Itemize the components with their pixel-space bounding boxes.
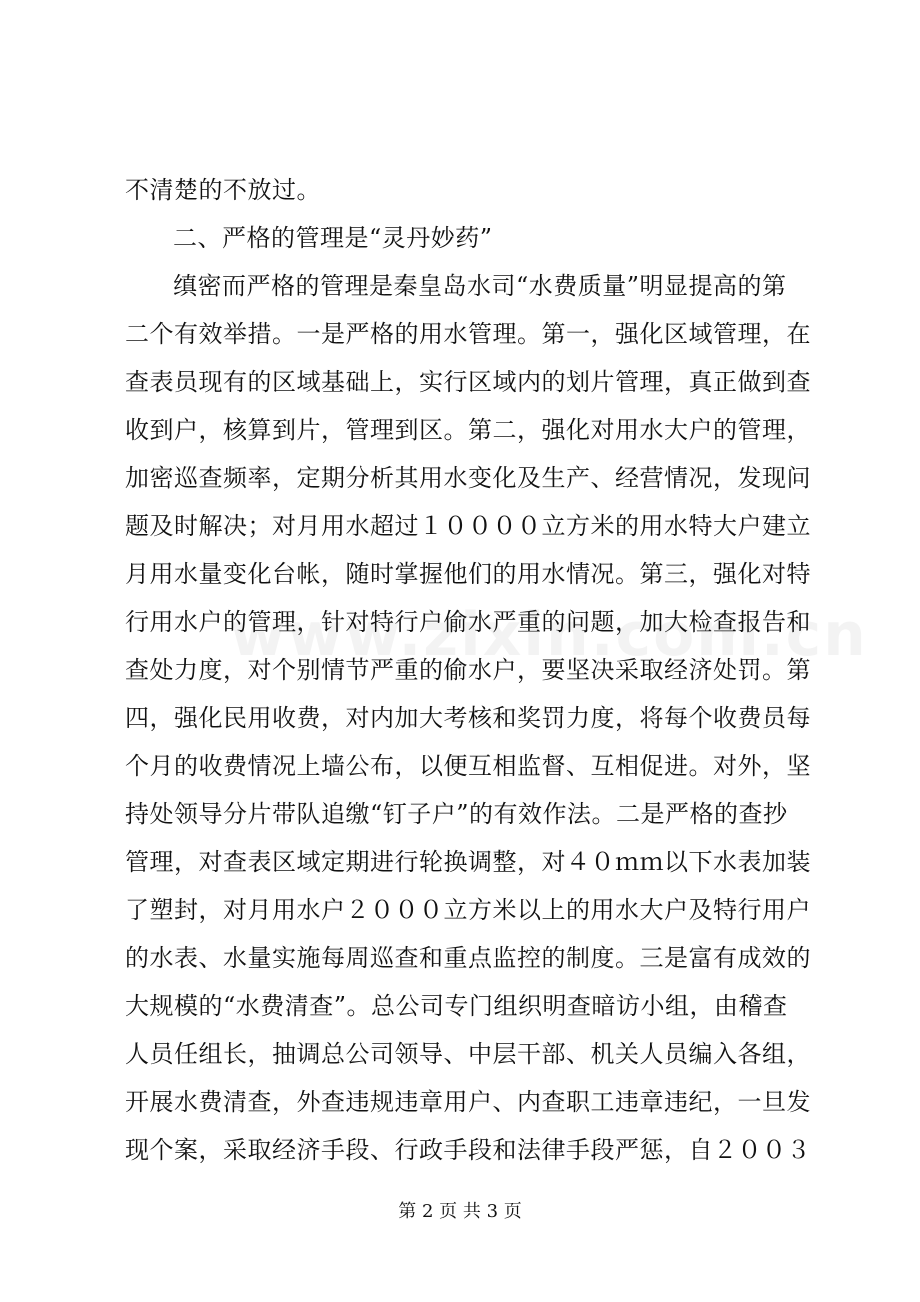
text-line: 开展水费清查，外查违规违章用户、内查职工违章违纪，一旦发 (125, 1088, 811, 1116)
text-line: 现个案，采取经济手段、行政手段和法律手段严惩，自２００３ (125, 1136, 811, 1164)
text-line: 的水表、水量实施每周巡查和重点监控的制度。三是富有成效的 (125, 944, 811, 972)
text-line: 管理，对查表区域定期进行轮换调整，对４０ｍｍ以下水表加装 (125, 848, 811, 876)
text-line: 月用水量变化台帐，随时掌握他们的用水情况。第三，强化对特 (125, 560, 811, 588)
text-line: 查表员现有的区域基础上，实行区域内的划片管理，真正做到查 (125, 368, 811, 396)
text-line: 行用水户的管理，针对特行户偷水严重的问题，加大检查报告和 (125, 608, 811, 636)
text-line: 查处力度，对个别情节严重的偷水户，要坚决采取经济处罚。第 (125, 656, 811, 684)
text-line: 个月的收费情况上墙公布，以便互相监督、互相促进。对外，坚 (125, 752, 811, 780)
text-line: 缜密而严格的管理是秦皇岛水司“水费质量”明显提高的第 (173, 272, 787, 300)
section-heading: 二、严格的管理是“灵丹妙药” (173, 224, 493, 252)
text-line: 持处领导分片带队追缴“钉子户”的有效作法。二是严格的查抄 (125, 800, 788, 828)
text-line: 了塑封，对月用水户２０００立方米以上的用水大户及特行用户 (125, 896, 811, 924)
text-line: 人员任组长，抽调总公司领导、中层干部、机关人员编入各组， (125, 1040, 811, 1068)
text-line: 加密巡查频率，定期分析其用水变化及生产、经营情况，发现问 (125, 464, 811, 492)
text-line: 二个有效举措。一是严格的用水管理。第一，强化区域管理，在 (125, 320, 811, 348)
text-line: 收到户，核算到片，管理到区。第二，强化对用水大户的管理， (125, 416, 811, 444)
text-line: 不清楚的不放过。 (125, 176, 321, 204)
text-line: 大规模的“水费清查”。总公司专门组织明查暗访小组，由稽查 (125, 992, 788, 1020)
text-line: 题及时解决；对月用水超过１００００立方米的用水特大户建立 (125, 512, 811, 540)
page-footer: 第 2 页 共 3 页 (398, 1201, 522, 1222)
text-line: 四，强化民用收费，对内加大考核和奖罚力度，将每个收费员每 (125, 704, 811, 732)
